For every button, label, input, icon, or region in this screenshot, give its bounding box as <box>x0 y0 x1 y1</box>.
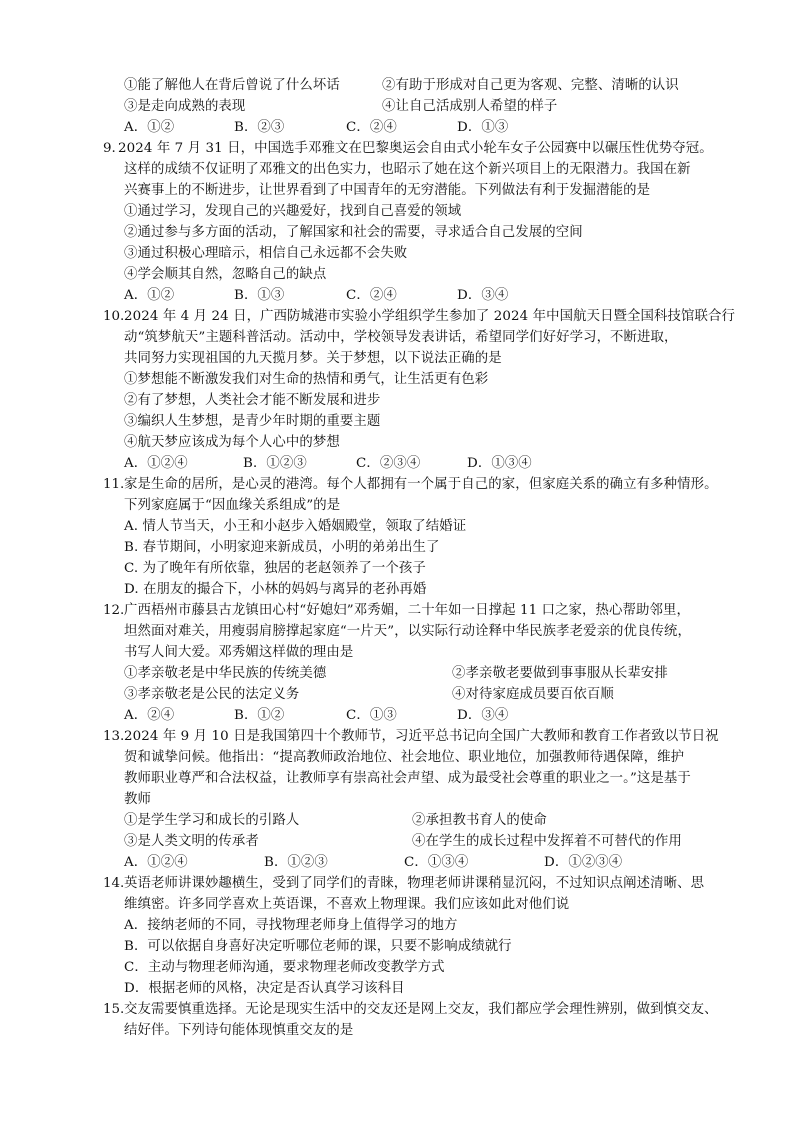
question-14-option-c: C．主动与物理老师沟通，要求物理老师改变教学方式 <box>124 960 445 975</box>
question-12-option-1: ①孝亲敬老是中华民族的传统美德 <box>124 666 327 681</box>
question-11-stem-line-2: 下列家庭属于“因血缘关系组成”的是 <box>124 498 341 513</box>
question-12-stem-line-2: 坦然面对难关，用瘦弱肩膀撑起家庭“一片天”，以实际行动诠释中华民族孝老爱亲的优良传统， <box>124 624 692 639</box>
question-13-stem-line-3: 教师职业尊严和合法权益，让教师享有崇高社会声望、成为最受社会尊重的职业之一。”这是基于 <box>124 771 691 786</box>
question-14-option-a: A．接纳老师的不同，寻找物理老师身上值得学习的地方 <box>124 918 458 933</box>
prev-option-3: ③是走向成熟的表现 <box>124 99 246 114</box>
question-10-stem-line-2: 动“筑梦航天”主题科普活动。活动中，学校领导发表讲话，希望同学们好好学习，不断进取， <box>124 330 678 345</box>
question-14-option-b: B．可以依据自身喜好决定听哪位老师的课，只要不影响成绩就行 <box>124 939 512 954</box>
question-15-stem-line-1: 交友需要慎重选择。无论是现实生活中的交友还是网上交友，我们都应学会理性辨别，做到慎交友、 <box>124 1002 718 1017</box>
question-9-stem-line-1: 2024 年 7 月 31 日，中国选手邓雅文在巴黎奥运会自由式小轮车女子公园赛中以碾压性优势夺冠。 <box>118 141 713 156</box>
question-9-choice-d: D．③④ <box>457 288 509 303</box>
question-11-option-a: A. 情人节当天，小王和小赵步入婚姻殿堂，领取了结婚证 <box>124 519 467 534</box>
question-14-stem-line-1: 英语老师讲课妙趣横生，受到了同学们的青睐，物理老师讲课稍显沉闷，不过知识点阐述清晰、思 <box>124 876 705 891</box>
question-13-choice-c: C．①③④ <box>404 855 469 870</box>
question-11-stem-line-1: 家是生命的居所，是心灵的港湾。每个人都拥有一个属于自己的家，但家庭关系的确立有多种情形。 <box>124 477 718 492</box>
question-9-option-4: ④学会顺其自然，忽略自己的缺点 <box>124 267 327 282</box>
question-9-option-1: ①通过学习，发现自己的兴趣爱好，找到自己喜爱的领域 <box>124 204 462 219</box>
question-12-choice-a: A．②④ <box>124 708 175 723</box>
question-13-choice-d: D．①②③④ <box>544 855 623 870</box>
question-10-stem-line-3: 共同努力实现祖国的九天揽月梦。关于梦想，以下说法正确的是 <box>124 351 502 366</box>
prev-choice-a: A．①② <box>124 120 175 135</box>
question-9-choice-a: A．①② <box>124 288 175 303</box>
question-13-choice-b: B．①②③ <box>264 855 328 870</box>
question-12-stem-line-3: 书写人间大爱。邓秀媚这样做的理由是 <box>124 645 354 660</box>
question-12-option-3: ③孝亲敬老是公民的法定义务 <box>124 687 300 702</box>
prev-choice-b: B．②③ <box>234 120 285 135</box>
prev-option-1: ①能了解他人在背后曾说了什么坏话 <box>124 78 340 93</box>
question-9-stem-line-3: 兴赛事上的不断进步，让世界看到了中国青年的无穷潜能。下列做法有利于发掘潜能的是 <box>124 183 651 198</box>
question-13-number: 13. <box>103 729 125 744</box>
question-13-option-2: ②承担教书育人的使命 <box>412 813 547 828</box>
question-10-choice-c: C．②③④ <box>356 456 421 471</box>
question-12-choice-d: D．③④ <box>457 708 509 723</box>
question-13-option-4: ④在学生的成长过程中发挥着不可替代的作用 <box>412 834 682 849</box>
question-9-option-3: ③通过积极心理暗示，相信自己永远都不会失败 <box>124 246 408 261</box>
question-13-stem-line-2: 贺和诚挚问候。他指出：“提高教师政治地位、社会地位、职业地位，加强教师待遇保障，维护 <box>124 750 685 765</box>
question-13-option-3: ③是人类文明的传承者 <box>124 834 259 849</box>
question-12-stem-line-1: 广西梧州市藤县古龙镇田心村“好媳妇”邓秀媚，二十年如一日撑起 11 口之家，热心帮助邻里， <box>124 603 690 618</box>
question-9-stem-line-2: 这样的成绩不仅证明了邓雅文的出色实力，也昭示了她在这个新兴项目上的无限潜力。我国在新 <box>124 162 691 177</box>
question-12-option-4: ④对待家庭成员要百依百顺 <box>452 687 614 702</box>
question-10-stem-line-1: 2024 年 4 月 24 日，广西防城港市实验小学组织学生参加了 2024 年中国航天日暨全国科技馆联合行 <box>124 309 735 324</box>
question-10-option-2: ②有了梦想，人类社会才能不断发展和进步 <box>124 393 381 408</box>
question-13-choice-a: A．①②④ <box>124 855 188 870</box>
question-12-number: 12. <box>103 603 125 618</box>
question-10-choice-b: B．①②③ <box>243 456 307 471</box>
question-10-option-4: ④航天梦应该成为每个人心中的梦想 <box>124 435 340 450</box>
question-11-number: 11. <box>103 477 125 492</box>
question-9-choice-b: B．①③ <box>234 288 285 303</box>
question-14-option-d: D．根据老师的风格，决定是否认真学习该科目 <box>124 981 405 996</box>
question-14-stem-line-2: 维缜密。许多同学喜欢上英语课，不喜欢上物理课。我们应该如此对他们说 <box>124 897 570 912</box>
question-10-option-3: ③编织人生梦想，是青少年时期的重要主题 <box>124 414 381 429</box>
question-9-number: 9. <box>103 141 116 156</box>
question-9-choice-c: C．②④ <box>346 288 397 303</box>
question-13-stem-line-1: 2024 年 9 月 10 日是我国第四十个教师节，习近平总书记向全国广大教师和教育工作者致以节日祝 <box>124 729 719 744</box>
question-11-option-d: D. 在朋友的撮合下，小林的妈妈与离异的老孙再婚 <box>124 582 427 597</box>
question-12-option-2: ②孝亲敬老要做到事事服从长辈安排 <box>452 666 668 681</box>
question-9-option-2: ②通过参与多方面的活动，了解国家和社会的需要，寻求适合自己发展的空间 <box>124 225 583 240</box>
question-11-option-c: C. 为了晚年有所依靠，独居的老赵领养了一个孩子 <box>124 561 426 576</box>
question-10-choice-d: D．①③④ <box>467 456 532 471</box>
question-15-stem-line-2: 结好伴。下列诗句能体现慎重交友的是 <box>124 1023 354 1038</box>
question-14-number: 14. <box>103 876 125 891</box>
question-12-choice-c: C．①③ <box>346 708 397 723</box>
question-10-option-1: ①梦想能不断激发我们对生命的热情和勇气，让生活更有色彩 <box>124 372 489 387</box>
question-13-stem-line-4: 教师 <box>124 792 151 807</box>
question-13-option-1: ①是学生学习和成长的引路人 <box>124 813 300 828</box>
question-15-number: 15. <box>103 1002 125 1017</box>
prev-choice-c: C．②④ <box>346 120 397 135</box>
question-11-option-b: B. 春节期间，小明家迎来新成员，小明的弟弟出生了 <box>124 540 440 555</box>
question-10-number: 10. <box>103 309 125 324</box>
question-10-choice-a: A．①②④ <box>124 456 188 471</box>
question-12-choice-b: B．①② <box>234 708 285 723</box>
prev-option-2: ②有助于形成对自己更为客观、完整、清晰的认识 <box>382 78 679 93</box>
prev-choice-d: D．①③ <box>457 120 509 135</box>
prev-option-4: ④让自己活成别人希望的样子 <box>382 99 558 114</box>
